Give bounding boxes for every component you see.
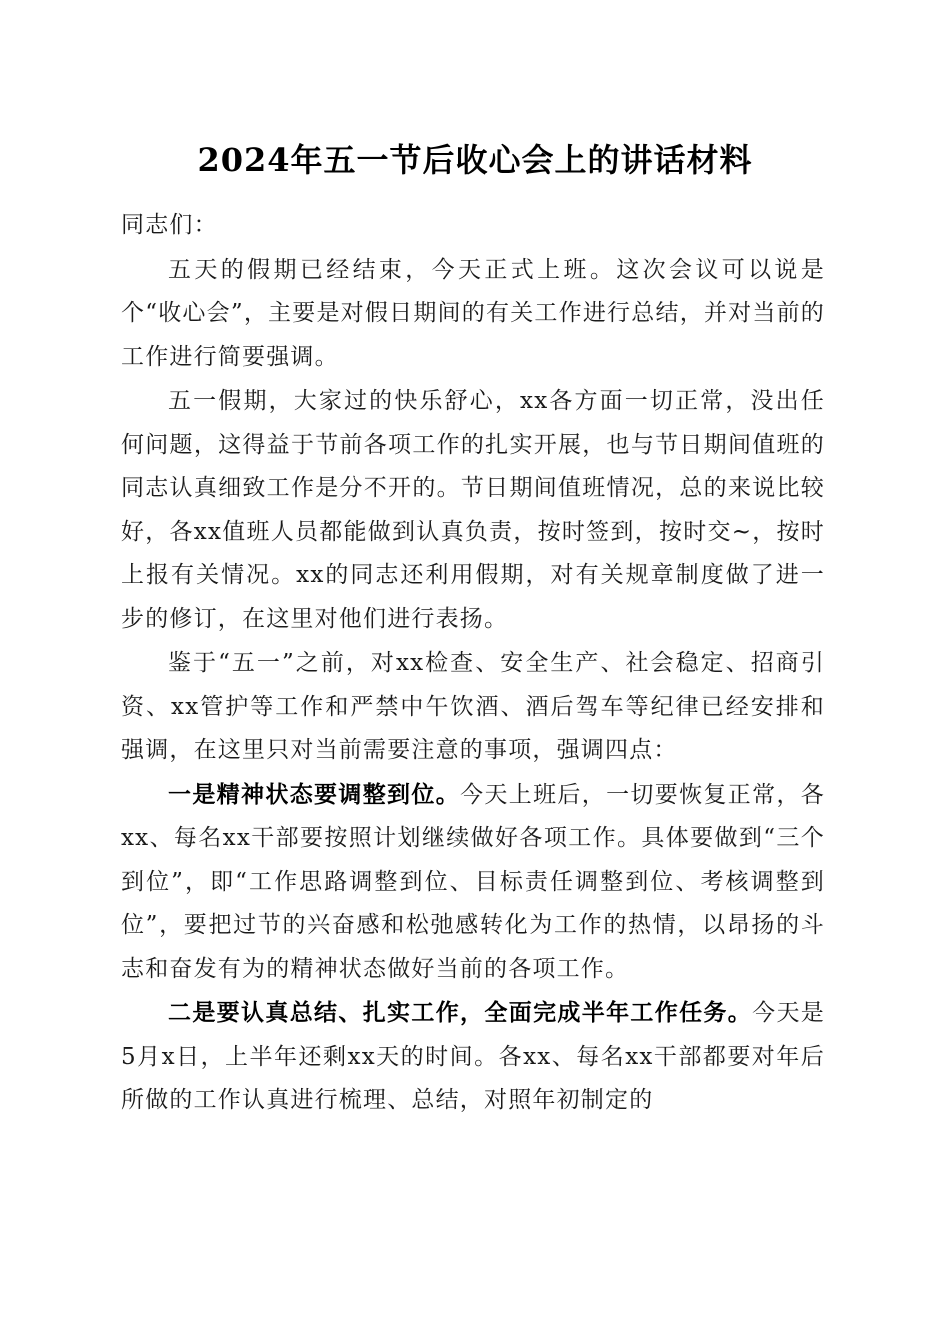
paragraph-text: 今天上班后，一切要恢复正常，各xx、每名xx干部要按照计划继续做好各项工作。具体要做到“三个到位”，即“工作思路调整到位、目标责任调整到位、考核调整到位”，要把过节的兴奋感和松弛感转化为工作的热情，以昂扬的斗志和奋发有为的精神状态做好当前的各项工作。 xyxy=(121,781,825,982)
paragraph-3 xyxy=(121,641,825,773)
paragraph-text: 五一假期，大家过的快乐舒心，xx各方面一切正常，没出任何问题，这得益于节前各项工作的扎实开展，也与节日期间值班的同志认真细致工作是分不开的。节日期间值班情况，总的来说比较好，各xx值班人员都能做到认真负责，按时签到，按时交~，按时上报有关情况。xx的同志还利用假期，对有关规章制度做了进一步的修订，在这里对他们进行表扬。 xyxy=(121,388,825,632)
paragraph-5 xyxy=(121,991,825,1123)
paragraph-lead: 二是要认真总结、扎实工作，全面完成半年工作任务。 xyxy=(168,999,753,1026)
salutation: 同志们： xyxy=(121,212,218,238)
paragraph-4 xyxy=(121,773,825,992)
paragraph-text: 五天的假期已经结束，今天正式上班。这次会议可以说是个“收心会”，主要是对假日期间的有关工作进行总结，并对当前的工作进行简要强调。 xyxy=(121,256,825,370)
paragraph-1 xyxy=(121,248,825,380)
document-body xyxy=(121,204,825,1123)
paragraph-2 xyxy=(121,379,825,641)
paragraph-text: 鉴于“五一”之前，对xx检查、安全生产、社会稳定、招商引资、xx管护等工作和严禁中午饮酒、酒后驾车等纪律已经安排和强调，在这里只对当前需要注意的事项，强调四点： xyxy=(121,650,825,763)
paragraph-lead: 一是精神状态要调整到位。 xyxy=(168,780,461,808)
document-title: 2024年五一节后收心会上的讲话材料 xyxy=(197,141,753,179)
paragraph-text: 今天是5月x日，上半年还剩xx天的时间。各xx、每名xx干部都要对年后所做的工作认真进行梳理、总结，对照年初制定的 xyxy=(121,1000,825,1113)
